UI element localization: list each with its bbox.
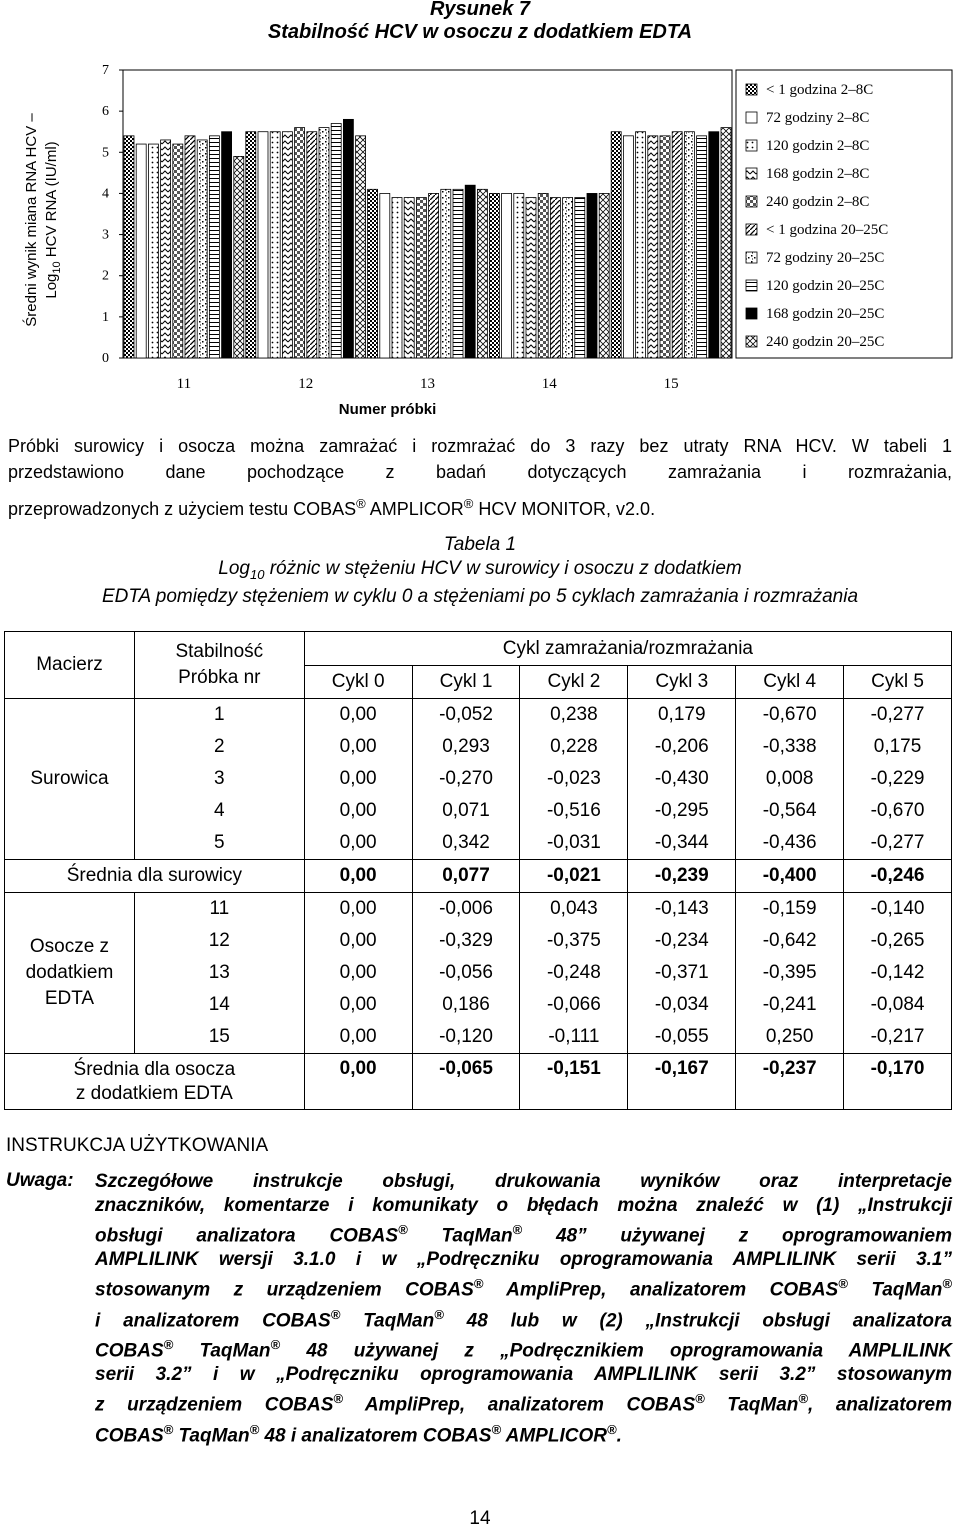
bar [709,132,719,358]
figure-number: Rysunek 7 [429,0,531,20]
x-tick-label: 11 [176,376,192,392]
legend-entry: 120 godzin 20–25C [766,278,885,294]
table-row [5,989,952,1021]
value-cell: 0,175 [844,731,952,763]
value-cell: -0,436 [736,827,844,860]
value-cell: 0,00 [304,795,412,827]
value-cell: -0,270 [412,763,520,795]
value-cell: -0,642 [736,925,844,957]
table-row [5,893,952,926]
value-cell: 0,00 [304,827,412,860]
table-row [5,925,952,957]
value-cell: 0,228 [520,731,628,763]
note-label: Uwaga: [6,1170,74,1191]
serum-mean-label: Średnia dla surowicy [5,860,305,893]
note-line: znaczników, komentarze i komunikaty o błędach można znaleźć w (1) „Instrukcji [95,1195,952,1216]
registered-mark: ® [491,1421,502,1437]
bar [550,198,560,358]
bar [343,119,353,358]
bar [148,144,158,358]
registered-mark: ® [163,1421,174,1437]
value-cell: -0,120 [412,1021,520,1054]
bar [587,193,597,358]
table-row [5,827,952,860]
x-axis-label: Numer próbki [338,401,437,418]
value-cell: 0,00 [304,957,412,989]
bar [441,189,451,358]
value-cell: -0,234 [628,925,736,957]
bar [623,136,633,358]
note-line: serii 3.2” i w „Podręczniku oprogramowania AMPLILINK serii 3.2” stosowanym [95,1364,952,1386]
table-row [5,795,952,827]
bar [161,140,171,358]
value-cell: -0,084 [844,989,952,1021]
legend-entry: < 1 godzina 20–25C [766,222,889,238]
value-cell: -0,265 [844,925,952,957]
value-cell: -0,338 [736,731,844,763]
y-tick-label: 2 [102,268,109,284]
paragraph-line-3: przeprowadzonych z użyciem testu COBAS® AMPLICOR® HCV MONITOR, v2.0. [8,496,656,519]
bar [295,128,305,358]
bar [611,132,621,358]
bar [392,198,402,358]
legend-swatch [746,280,757,291]
bar [453,189,463,358]
value-cell: -0,375 [520,925,628,957]
plasma-mean-cell: -0,151 [520,1054,628,1110]
sample-id: 12 [134,925,304,957]
bar [599,193,609,358]
value-cell: 0,238 [520,699,628,732]
matrix-serum: Surowica [5,699,135,860]
paragraph-line-2: przedstawiono dane pochodzące z badań dotyczących zamrażania i rozmrażania, [8,462,952,482]
note-line: COBAS® TaqMan® 48 i analizatorem COBAS® AMPLICOR®. [95,1421,622,1446]
legend-swatch [746,336,757,347]
value-cell: -0,055 [628,1021,736,1054]
y-tick-label: 7 [102,63,109,78]
x-tick-label: 13 [420,376,435,392]
bar [429,193,439,358]
value-cell: 0,186 [412,989,520,1021]
bar [173,144,183,358]
bar [660,136,670,358]
legend-entry: 240 godzin 20–25C [766,334,885,350]
sample-id: 1 [134,699,304,732]
note-body [95,1170,952,1448]
serum-mean-cell: 0,00 [304,860,412,893]
registered-mark: ® [473,1276,484,1292]
value-cell: -0,031 [520,827,628,860]
serum-mean-cell: -0,400 [736,860,844,893]
header-cycle: Cykl 5 [844,666,952,699]
legend-swatch [746,308,757,319]
registered-mark: ® [398,1222,408,1237]
bar [526,198,536,358]
value-cell: -0,206 [628,731,736,763]
bar [331,123,341,358]
y-tick-label: 0 [102,351,109,366]
plasma-mean-cell: 0,00 [304,1054,412,1110]
value-cell: -0,023 [520,763,628,795]
bar [124,136,134,358]
value-cell: -0,516 [520,795,628,827]
registered-mark: ® [606,1421,617,1437]
sample-id: 2 [134,731,304,763]
plasma-mean-label: Średnia dla osocza z dodatkiem EDTA [5,1054,305,1110]
value-cell: 0,179 [628,699,736,732]
plasma-mean-cell: -0,237 [736,1054,844,1110]
header-cycle: Cykl 1 [412,666,520,699]
header-sample: Stabilność Próbka nr [134,632,304,699]
value-cell: 0,293 [412,731,520,763]
value-cell: -0,056 [412,957,520,989]
bar [648,136,658,358]
serum-mean-cell: -0,239 [628,860,736,893]
y-tick-label: 6 [102,104,109,120]
serum-mean-cell: -0,246 [844,860,952,893]
legend-swatch [746,196,757,207]
serum-mean-cell: 0,077 [412,860,520,893]
plasma-mean-cell: -0,167 [628,1054,736,1110]
value-cell: -0,430 [628,763,736,795]
note-line: obsługi analizatora COBAS® TaqMan® 48” używanej z oprogramowaniem [95,1222,952,1247]
sample-id: 3 [134,763,304,795]
header-cycle: Cykl 0 [304,666,412,699]
bar [307,132,317,358]
table-caption-title: Log$_{10}$ różnic w stężeniu HCV w surowicy i osoczu z dodatkiem [218,558,742,582]
value-cell: -0,111 [520,1021,628,1054]
sample-id: 14 [134,989,304,1021]
section-heading: INSTRUKCJA UŻYTKOWANIA [6,1135,269,1156]
bar [136,144,146,358]
value-cell: 0,00 [304,699,412,732]
legend-entry: 72 godziny 2–8C [766,110,870,126]
bar [697,136,707,358]
legend-entry: 72 godziny 20–25C [766,250,885,266]
registered-mark: ® [434,1306,444,1322]
plasma-mean-cell: -0,065 [412,1054,520,1110]
page-number: 14 [469,1508,491,1529]
value-cell: -0,034 [628,989,736,1021]
value-cell: 0,00 [304,925,412,957]
legend-entry: < 1 godzina 2–8C [766,82,874,98]
sample-id: 15 [134,1021,304,1054]
value-cell: -0,329 [412,925,520,957]
bar [209,136,219,358]
sample-id: 5 [134,827,304,860]
bar [684,132,694,358]
value-cell: 0,342 [412,827,520,860]
value-cell: -0,371 [628,957,736,989]
figure-title: Stabilność HCV w osoczu z dodatkiem EDTA [267,21,693,43]
registered-mark: ® [333,1391,343,1407]
value-cell: -0,006 [412,893,520,926]
registered-mark: ® [512,1222,523,1237]
value-cell: -0,159 [736,893,844,926]
table-caption-number: Tabela 1 [443,534,517,555]
bar [416,198,426,358]
bar [270,132,280,358]
note-line: AMPLILINK wersji 3.1.0 i w „Podręczniku oprogramowania AMPLILINK serii 3.1” [95,1249,952,1271]
note-line: z urządzeniem COBAS® AmpliPrep, analizatorem COBAS® TaqMan®, analizatorem [95,1391,953,1416]
registered-mark: ® [463,496,474,511]
sample-id: 4 [134,795,304,827]
legend-entry: 168 godzin 20–25C [766,306,885,322]
legend-swatch [746,112,757,123]
bar [489,193,499,358]
registered-mark: ® [356,496,366,511]
y-tick-label: 5 [102,145,109,161]
value-cell: 0,008 [736,763,844,795]
value-cell: -0,395 [736,957,844,989]
value-cell: -0,277 [844,827,952,860]
value-cell: -0,564 [736,795,844,827]
value-cell: 0,00 [304,763,412,795]
bar [721,128,731,358]
registered-mark: ® [163,1336,174,1352]
legend-swatch [746,252,757,263]
table-row [5,699,952,732]
x-tick-label: 15 [663,376,679,392]
bar [502,193,512,358]
table-row [5,1021,952,1054]
sample-id: 13 [134,957,304,989]
table-row [5,763,952,795]
table-caption-subtitle: EDTA pomiędzy stężeniem w cyklu 0 a stężeniami po 5 cyklach zamrażania i rozmrażania [101,586,859,607]
bar [575,198,585,358]
y-tick-label: 4 [102,186,109,202]
value-cell: -0,670 [844,795,952,827]
value-cell: -0,229 [844,763,952,795]
legend-swatch [746,140,757,151]
bar [234,156,244,358]
legend-entry: 120 godzin 2–8C [766,138,870,154]
y-tick-label: 3 [102,227,109,243]
table-row [5,957,952,989]
legend-swatch [746,224,757,235]
bar [258,132,268,358]
table-row [5,731,952,763]
registered-mark: ® [249,1421,260,1437]
value-cell: 0,00 [304,989,412,1021]
value-cell: 0,250 [736,1021,844,1054]
x-tick-label: 12 [298,376,314,392]
value-cell: -0,217 [844,1021,952,1054]
bar [477,189,487,358]
bar [672,132,682,358]
value-cell: -0,295 [628,795,736,827]
value-cell: -0,143 [628,893,736,926]
legend-swatch [746,84,757,95]
value-cell: -0,142 [844,957,952,989]
value-cell: 0,00 [304,1021,412,1054]
header-cycle: Cykl 3 [628,666,736,699]
bar [380,193,390,358]
registered-mark: ® [942,1276,952,1292]
value-cell: -0,248 [520,957,628,989]
value-cell: 0,071 [412,795,520,827]
registered-mark: ® [270,1336,281,1352]
x-tick-label: 14 [541,376,557,392]
value-cell: -0,241 [736,989,844,1021]
paragraph-line-1: Próbki surowicy i osocza można zamrażać i rozmrażać do 3 razy bez utraty RNA HCV. W tabeli 1 [8,436,952,456]
note-line: stosowanym z urządzeniem COBAS® AmpliPrep, analizatorem COBAS® TaqMan® [95,1276,952,1301]
y-axis-label: Średni wynik miana RNA HCV – Log$_{10}$ HCV RNA (IU/ml) [23,113,63,327]
value-cell: 0,043 [520,893,628,926]
header-cycle-group: Cykl zamrażania/rozmrażania [304,632,951,666]
value-cell: -0,344 [628,827,736,860]
bar [465,185,475,358]
header-cycle: Cykl 2 [520,666,628,699]
value-cell: 0,00 [304,731,412,763]
bar [636,132,646,358]
bar [514,193,524,358]
value-cell: -0,052 [412,699,520,732]
registered-mark: ® [798,1391,808,1407]
bar [319,128,329,358]
y-tick-label: 1 [102,309,109,325]
serum-mean-cell: -0,021 [520,860,628,893]
freeze-thaw-table [4,631,952,1110]
bar [222,132,232,358]
registered-mark: ® [330,1306,341,1322]
plasma-mean-cell: -0,170 [844,1054,952,1110]
legend-entry: 168 godzin 2–8C [766,166,870,182]
value-cell: -0,066 [520,989,628,1021]
bar [246,132,256,358]
bar [538,193,548,358]
matrix-plasma: Osocze z dodatkiem EDTA [5,893,135,1054]
note-line: i analizatorem COBAS® TaqMan® 48 lub w (2) „Instrukcji obsługi analizatora [95,1306,952,1331]
bar [404,198,414,358]
registered-mark: ® [695,1391,705,1407]
bar [197,140,207,358]
note-line: COBAS® TaqMan® 48 używanej z „Podręcznikiem oprogramowania AMPLILINK [95,1336,953,1362]
header-cycle: Cykl 4 [736,666,844,699]
value-cell: -0,670 [736,699,844,732]
sample-id: 11 [134,893,304,926]
value-cell: -0,140 [844,893,952,926]
bar [368,189,378,358]
bar [185,136,195,358]
registered-mark: ® [838,1276,848,1292]
bar [356,136,366,358]
value-cell: -0,277 [844,699,952,732]
bar [563,198,573,358]
legend-swatch [746,168,757,179]
bar-chart [0,50,960,430]
bar [282,132,292,358]
legend-entry: 240 godzin 2–8C [766,194,870,210]
note-line: Szczegółowe instrukcje obsługi, drukowania wyników oraz interpretacje [95,1171,952,1192]
value-cell: 0,00 [304,893,412,926]
header-matrix: Macierz [5,632,135,699]
